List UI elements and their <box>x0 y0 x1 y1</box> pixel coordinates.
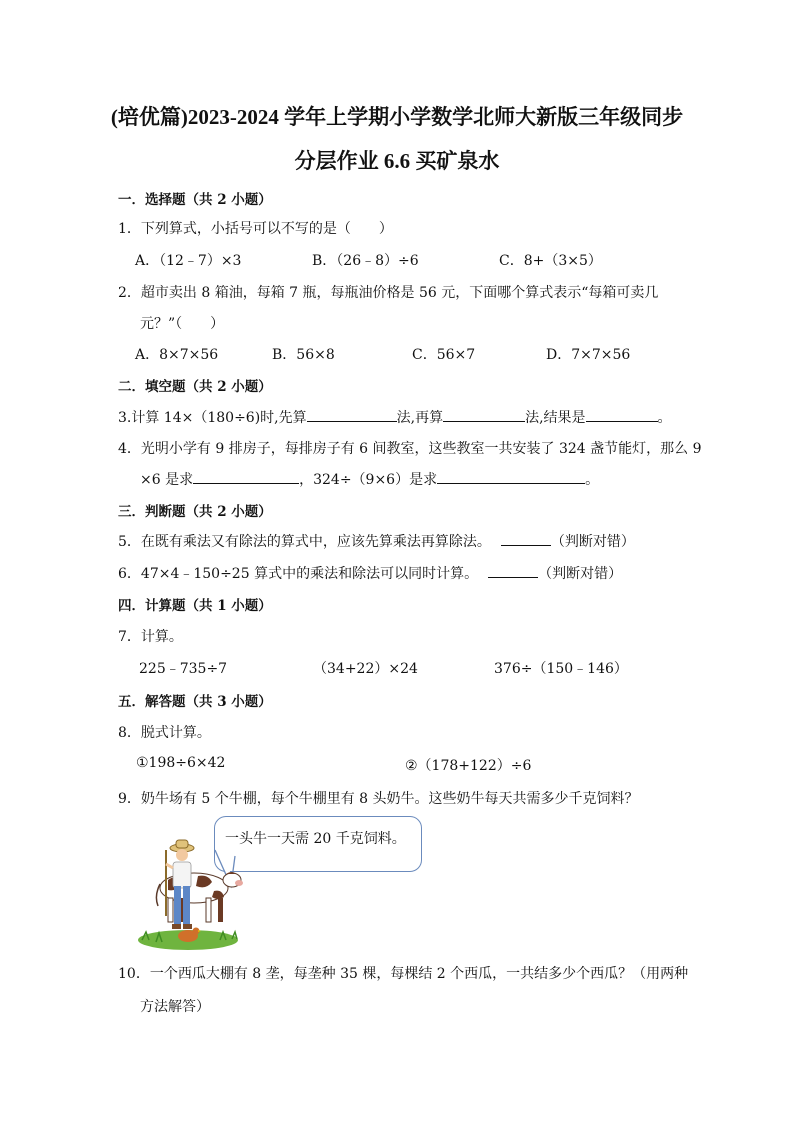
question-8-stem: 8．脱式计算。 <box>118 725 211 741</box>
question-4-line2 <box>140 469 599 489</box>
question-3-line <box>118 407 672 427</box>
section-heading-judge: 三．判断题（共 2 小题） <box>118 504 272 520</box>
question-2-stem-line2: 元？”（ ） <box>140 316 225 332</box>
question-7-expr-1: 225﹣735÷7 <box>139 661 228 677</box>
question-1-stem: 1．下列算式，小括号可以不写的是（ ） <box>118 221 393 237</box>
answer-blank-5[interactable] <box>501 531 551 546</box>
answer-blank-6[interactable] <box>488 563 538 578</box>
section-heading-solve: 五．解答题（共 3 小题） <box>118 694 272 710</box>
question-5-text: 5．在既有乘法又有除法的算式中，应该先算乘法再算除法。 <box>118 534 491 550</box>
question-4-part-b: ，324÷（9×6）是求 <box>299 472 438 488</box>
question-1-option-b: B．（26﹣8）÷6 <box>312 253 419 269</box>
question-10-line2: 方法解答） <box>140 999 210 1015</box>
section-heading-fill: 二．填空题（共 2 小题） <box>118 379 272 395</box>
section-heading-compute: 四．计算题（共 1 小题） <box>118 598 272 614</box>
answer-blank-3a[interactable] <box>307 407 397 422</box>
question-5-line <box>118 531 635 551</box>
answer-blank-4b[interactable] <box>437 469 585 484</box>
question-9-stem: 9．奶牛场有 5 个牛棚，每个牛棚里有 8 头奶牛。这些奶牛每天共需多少千克饲料？ <box>118 791 639 807</box>
question-6-tail: （判断对错） <box>538 566 623 582</box>
question-8-expr-1: ①198÷6×42 <box>136 755 226 771</box>
answer-blank-3b[interactable] <box>443 407 525 422</box>
farmer-cow-illustration <box>136 836 246 952</box>
page-title-line2: 分层作业 6.6 买矿泉水 <box>294 149 500 173</box>
question-1-option-a: A．（12﹣7）×3 <box>135 253 242 269</box>
question-7-expr-3: 376÷（150﹣146） <box>494 661 628 677</box>
question-6-line <box>118 563 622 583</box>
question-4-part-c: 。 <box>585 472 600 488</box>
question-2-option-d: D．7×7×56 <box>546 347 631 363</box>
question-3-part4: 。 <box>657 410 672 426</box>
question-2-option-c: C．56×7 <box>412 347 476 363</box>
answer-blank-3c[interactable] <box>586 407 658 422</box>
question-1-option-c: C．8+（3×5） <box>499 253 602 269</box>
question-7-stem: 7．计算。 <box>118 629 183 645</box>
question-2-stem-line1: 2．超市卖出 8 箱油，每箱 7 瓶，每瓶油价格是 56 元，下面哪个算式表示“每箱可卖几 <box>118 285 659 301</box>
section-heading-choice: 一．选择题（共 2 小题） <box>118 192 272 208</box>
question-10-line1: 10．一个西瓜大棚有 8 垄，每垄种 35 棵，每棵结 2 个西瓜，一共结多少个西瓜？（用两种 <box>118 966 689 982</box>
question-8-expr-2: ②（178+122）÷6 <box>405 758 532 774</box>
question-2-option-b: B．56×8 <box>272 347 335 363</box>
question-4-part-a: ×6 是求 <box>140 472 194 488</box>
page-title-line1: (培优篇)2023-2024 学年上学期小学数学北师大新版三年级同步 <box>110 105 684 129</box>
answer-blank-4a[interactable] <box>193 469 299 484</box>
question-3-part1: 3.计算 14×（180÷6)时,先算 <box>118 410 307 426</box>
question-6-text: 6．47×4﹣150÷25 算式中的乘法和除法可以同时计算。 <box>118 566 479 582</box>
question-5-tail: （判断对错） <box>550 534 635 550</box>
question-4-line1: 4．光明小学有 9 排房子，每排房子有 6 间教室，这些教室一共安装了 324 盏节能灯，那么 9 <box>118 441 702 457</box>
question-3-part2: 法,再算 <box>396 410 444 426</box>
question-2-option-a: A．8×7×56 <box>135 347 219 363</box>
speech-bubble-text: 一头牛一天需 20 千克饲料。 <box>225 831 406 847</box>
question-3-part3: 法,结果是 <box>525 410 586 426</box>
question-7-expr-2: （34+22）×24 <box>313 661 418 677</box>
